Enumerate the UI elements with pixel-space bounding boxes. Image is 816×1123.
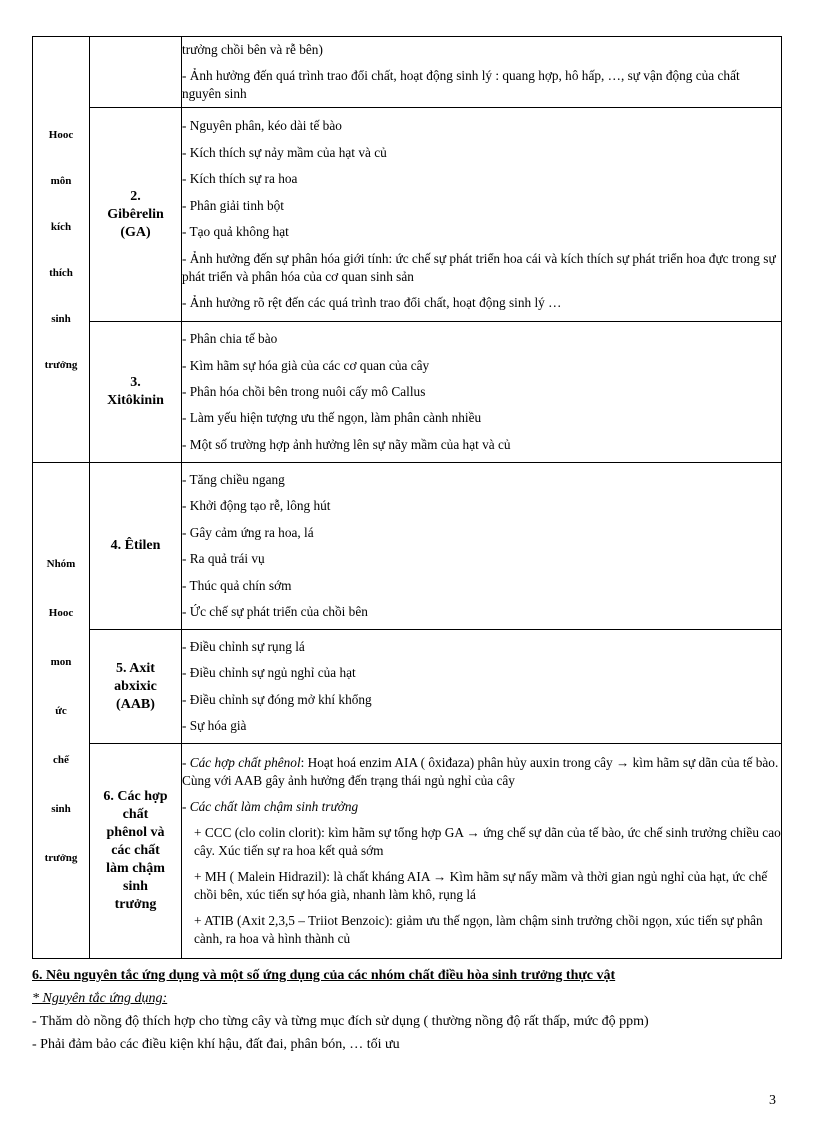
desc-paragraph: + ATIB (Axit 2,3,5 – Triiot Benzoic): giảm ưu thế ngọn, làm chậm sinh trưởng chồi ngọn, xúc tiến sự phân cành, ra hoa và hình thành củ: [194, 913, 763, 946]
desc-line: - Nguyên phân, kéo dài tế bào: [182, 118, 342, 133]
section-subheading: * Nguyên tắc ứng dụng:: [32, 991, 168, 1006]
desc-line: - Điều chỉnh sự đóng mở khí khổng: [182, 691, 372, 707]
name-line: chất: [122, 807, 149, 822]
table-row: [33, 630, 782, 744]
name-cell-ethylene: [90, 463, 182, 630]
desc-paragraph: + CCC (clo colin clorit): kìm hãm sự tổng hợp GA → ứng chế sự dãn của tế bào, ức chế sinh trưởng chiều cao cây. Xúc tiến sự ra hoa kết quả sớm: [194, 825, 781, 858]
desc-line: - Ảnh hưởng đến quá trình trao đổi chất, hoạt động sinh lý : quang hợp, hô hấp, …, sự vận động của chất nguyên sinh: [182, 68, 740, 101]
group-cell-stimulants: [33, 37, 90, 463]
table-row: [33, 322, 782, 463]
name-line: các chất: [111, 843, 160, 858]
name-cell-cytokinin: [90, 322, 182, 463]
name-line: Gibêrelin: [107, 206, 164, 222]
desc-line: - Ảnh hưởng rõ rệt đến các quá trình trao đổi chất, hoạt động sinh lý …: [182, 295, 562, 310]
desc-prefix: -: [182, 755, 190, 770]
name-line: 2.: [130, 188, 141, 204]
name-line: làm chậm: [106, 861, 165, 876]
name-cell-gibberellin: [90, 108, 182, 322]
group-word: sinh: [51, 802, 71, 815]
group-word: sinh: [51, 312, 71, 325]
section-paragraph: - Thăm dò nồng độ thích hợp cho từng cây và từng mục đích sử dụng ( thường nồng độ rất thấp, mức độ ppm): [32, 1014, 649, 1029]
desc-paragraph: [182, 754, 781, 790]
section-paragraph: - Phải đảm bảo các điều kiện khí hậu, đất đai, phân bón, … tối ưu: [32, 1037, 400, 1052]
desc-line: - Phân hóa chồi bên trong nuôi cấy mô Callus: [182, 384, 426, 399]
table-row: [33, 744, 782, 959]
desc-cell: [182, 322, 782, 463]
desc-cell: [182, 108, 782, 322]
table-row: [33, 463, 782, 630]
table-row: [33, 108, 782, 322]
desc-line: - Sự hóa già: [182, 718, 247, 734]
desc-line: - Tăng chiều ngang: [182, 472, 285, 488]
group-label-inhibitors: [33, 558, 89, 864]
group-word: kích: [50, 220, 72, 233]
desc-cell: [182, 37, 782, 108]
desc-line: - Phân giải tinh bột: [182, 197, 284, 213]
desc-line: - Điều chỉnh sự ngủ nghỉ của hạt: [182, 665, 356, 681]
desc-line: - Thúc quả chín sớm: [182, 577, 292, 593]
desc-line: trưởng chồi bên và rễ bên): [182, 42, 323, 57]
desc-paragraph: + MH ( Malein Hidrazil): là chất kháng AIA → Kìm hãm sự nẩy mầm và thời gian ngủ nghỉ của hạt, ức chế chồi bên, xúc tiến sự hóa già, nhanh làm khô, rụng lá: [194, 869, 768, 902]
desc-line: - Kích thích sự nảy mầm của hạt và củ: [182, 144, 387, 160]
desc-italic-label: Các hợp chất phênol: [189, 755, 301, 770]
group-word: môn: [50, 174, 72, 187]
desc-paragraph: - Các chất làm chậm sinh trưởng: [182, 799, 359, 814]
desc-cell: [182, 630, 782, 744]
desc-line: - Điều chỉnh sự rụng lá: [182, 638, 305, 654]
name-line: Xitôkinin: [107, 393, 164, 408]
name-line: abxixic: [114, 678, 157, 694]
group-word: Hooc: [48, 606, 74, 619]
desc-cell: [182, 744, 782, 959]
table-row: [33, 37, 782, 108]
desc-line: - Kích thích sự ra hoa: [182, 171, 298, 186]
name-line: phênol và: [106, 825, 165, 840]
group-word: Nhóm: [46, 557, 76, 570]
name-cell-abscisic-acid: [90, 630, 182, 744]
page-number: 3: [769, 1093, 776, 1108]
name-line: (AAB): [116, 696, 155, 712]
desc-line: - Ức chế sự phát triển của chồi bên: [182, 603, 368, 619]
desc-cell: [182, 463, 782, 630]
name-line: trưởng: [114, 897, 157, 912]
desc-line: - Làm yếu hiện tượng ưu thế ngọn, làm phân cành nhiều: [182, 410, 482, 426]
desc-line: - Kìm hãm sự hóa già của các cơ quan của cây: [182, 357, 430, 373]
page: [32, 36, 780, 1053]
desc-line: - Một số trường hợp ảnh hưởng lên sự nãy mầm của hạt và củ: [182, 436, 511, 452]
desc-line: - Gây cảm ứng ra hoa, lá: [182, 524, 314, 540]
group-word: ức: [55, 704, 67, 717]
group-word: mon: [50, 655, 72, 668]
group-label-stimulants: [33, 129, 89, 371]
section-6: [32, 968, 780, 1053]
hormone-table: [32, 36, 782, 959]
desc-line: - Tạo quả không hạt: [182, 224, 289, 239]
group-word: trưởng: [44, 851, 78, 864]
name-line: 6. Các hợp: [103, 789, 168, 804]
name-line: 5. Axit: [116, 660, 155, 676]
name-cell: [90, 37, 182, 108]
name-cell-phenol-retardants: [90, 744, 182, 959]
group-word: trưởng: [44, 358, 78, 371]
name-line: 3.: [130, 375, 141, 390]
name-line: sinh: [123, 879, 148, 894]
desc-text: : Hoạt hoá enzim AIA ( ôxiđaza) phân hủy auxin trong cây → kìm hãm sự dãn của tế bào. Cùng với AAB gây ảnh hưởng đến trạng thái ngủ nghỉ của cây: [182, 755, 779, 788]
name-line: (GA): [120, 224, 151, 240]
group-word: chế: [53, 753, 69, 766]
group-cell-inhibitors: [33, 463, 90, 959]
desc-line: - Phân chia tế bào: [182, 331, 278, 347]
group-word: thích: [49, 266, 73, 279]
name-line: 4. Êtilen: [110, 538, 161, 553]
desc-line: - Khởi động tạo rễ, lông hút: [182, 498, 331, 514]
desc-line: - Ảnh hưởng đến sự phân hóa giới tính: ức chế sự phát triển hoa cái và kích thích sự phát triển hoa đực trong sự phát triển và phân hóa của cơ quan sinh sản: [182, 250, 776, 284]
desc-line: - Ra quả trái vụ: [182, 551, 265, 567]
group-word: Hooc: [48, 128, 74, 141]
section-heading: 6. Nêu nguyên tắc ứng dụng và một số ứng dụng của các nhóm chất điều hòa sinh trưởng thực vật: [32, 968, 616, 983]
